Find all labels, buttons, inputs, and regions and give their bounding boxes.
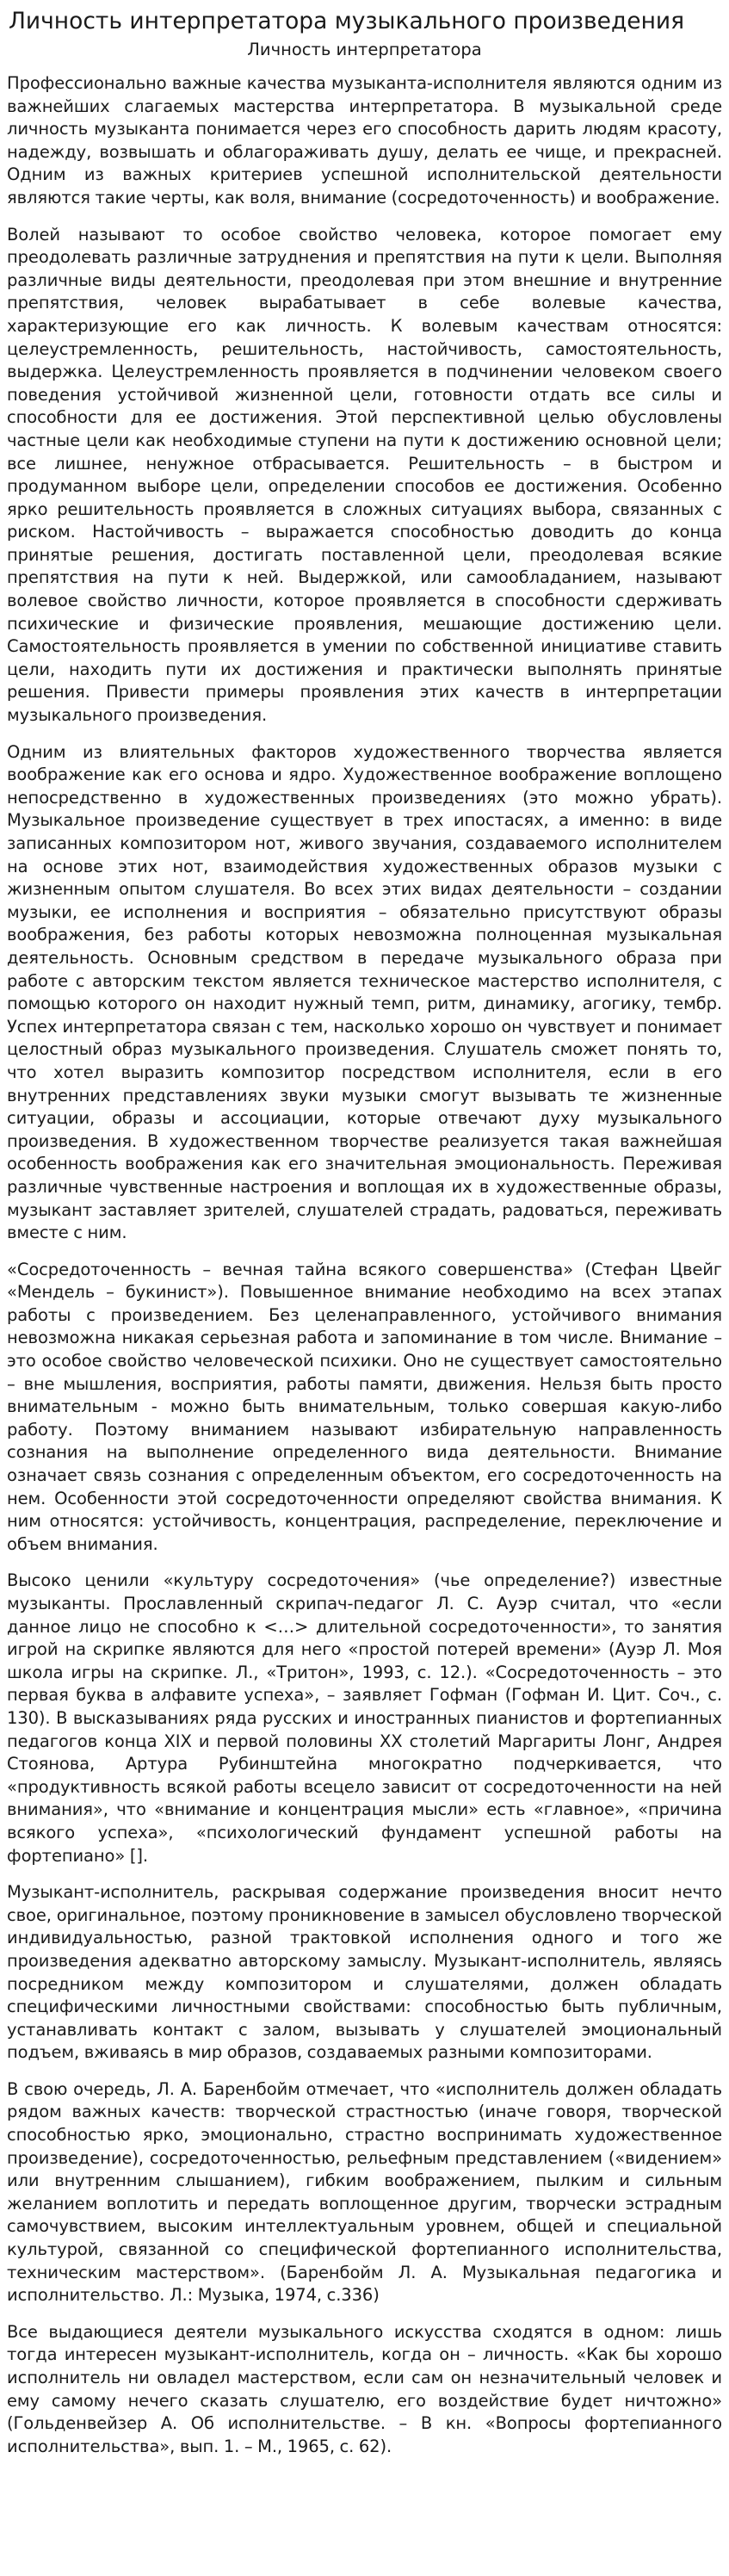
paragraph-personality: Все выдающиеся деятели музыкального искусства сходятся в одном: лишь тогда интересен музыкант-исполнитель, когда он – личность. «Как бы хорошо исполнитель ни овладел мастерством, если сам он незначительный человек и ему самому нечего сказать слушателю, его воздействие будет ничтожно» (Гольденвейзер А. Об исполнительстве. – В кн. «Вопросы фортепианного исполнительства», вып. 1. – М., 1965, с. 62).	[7, 2321, 722, 2456]
paragraph-intro: Профессионально важные качества музыканта-исполнителя являются одним из важнейших слагаемых мастерства интерпретатора. В музыкальной среде личность музыканта понимается через его способность дарить людям красоту, надежду, возвышать и облагораживать душу, делать ее чище, и прекрасней. Одним из важных критериев успешной исполнительской деятельности являются такие черты, как воля, внимание (сосредоточенность) и воображение.	[7, 73, 722, 207]
paragraph-imagination: Одним из влиятельных факторов художественного творчества является воображение как его основа и ядро. Художественное воображение воплощено непосредственно в художественных произведениях (это можно убрать). Музыкальное произведение существует в трех ипостасях, а именно: в виде записанных композитором нот, живого звучания, создаваемого исполнителем на основе этих нот, взаимодействия художественных образов музыки с жизненным опытом слушателя. Во всех этих видах деятельности – создании музыки, ее исполнения и восприятия – обязательно присутствуют образы воображения, без работы которых невозможна полноценная музыкальная деятельность. Основным средством в передаче музыкального образа при работе с авторским текстом является техническое мастерство исполнителя, с помощью которого он находит нужный темп, ритм, динамику, агогику, тембр. Успех интерпретатора связан с тем, насколько хорошо он чувствует и понимает целостный образ музыкального произведения. Слушатель сможет понять то, что хотел выразить композитор посредством исполнителя, если в его внутренних представлениях звуки музыки смогут вызывать те жизненные ситуации, образы и ассоциации, которые отвечают духу музыкального произведения. В художественном творчестве реализуется такая важнейшая особенность воображения как его значительная эмоциональность. Переживая различные чувственные настроения и воплощая их в художественные образы, музыкант заставляет зрителей, слушателей страдать, радоваться, переживать вместе с ним.	[7, 741, 722, 1243]
paragraph-will: Волей называют то особое свойство человека, которое помогает ему преодолевать различные затруднения и препятствия на пути к цели. Выполняя различные виды деятельности, преодолевая при этом внешние и внутренние препятствия, человек вырабатывает в себе волевые качества, характеризующие его как личность. К волевым качествам относятся: целеустремленность, решительность, настойчивость, самостоятельность, выдержка. Целеустремленность проявляется в подчинении человеком своего поведения устойчивой жизненной цели, готовности отдать все силы и способности для ее достижения. Этой перспективной целью обусловлены частные цели как необходимые ступени на пути к достижению основной цели; все лишнее, ненужное отбрасывается. Решительность – в быстром и продуманном выборе цели, определении способов ее достижения. Особенно ярко решительность проявляется в сложных ситуациях выбора, связанных с риском. Настойчивость – выражается способностью доводить до конца принятые решения, достигать поставленной цели, преодолевая всякие препятствия на пути к ней. Выдержкой, или самообладанием, называют волевое свойство личности, которое проявляется в способности сдерживать психические и физические проявления, мешающие достижению цели. Самостоятельность проявляется в умении по собственной инициативе ставить цели, находить пути их достижения и практически выполнять принятые решения. Привести примеры проявления этих качеств в интерпретации музыкального произведения.	[7, 224, 722, 726]
paragraph-concentration-culture: Высоко ценили «культуру сосредоточения» (чье определение?) известные музыканты. Прославленный скрипач-педагог Л. С. Ауэр считал, что «если данное лицо не способно к <…> длительной сосредоточенности», то занятия игрой на скрипке являются для него «простой потерей времени» (Ауэр Л. Моя школа игры на скрипке. Л., «Тритон», 1993, с. 12.). «Сосредоточенность – это первая буква в алфавите успеха», – заявляет Гофман (Гофман И. Цит. Соч., с. 130). В высказываниях ряда русских и иностранных пианистов и фортепианных педагогов конца XIX и первой половины XX столетий Маргариты Лонг, Андрея Стоянова, Артура Рубинштейна многократно подчеркивается, что «продуктивность всякой работы всецело зависит от сосредоточенности на ней внимания», что «внимание и концентрация мысли» есть «главное», «причина всякого успеха», «психологический фундамент успешной работы на фортепиано» [].	[7, 1570, 722, 1866]
paragraph-attention: «Сосредоточенность – вечная тайна всякого совершенства» (Стефан Цвейг «Мендель – букинист»). Повышенное внимание необходимо на всех этапах работы с произведением. Без целенаправленного, устойчивого внимания невозможна никакая серьезная работа и запоминание в том числе. Внимание – это особое свойство человеческой психики. Оно не существует самостоятельно – вне мышления, восприятия, работы памяти, движения. Нельзя быть просто внимательным - можно быть внимательным, только совершая какую-либо работу. Поэтому вниманием называют избирательную направленность сознания на выполнение определенного вида деятельности. Внимание означает связь сознания с определенным объектом, его сосредоточенность на нем. Особенности этой сосредоточенности определяют свойства внимания. К ним относятся: устойчивость, концентрация, распределение, переключение и объем внимания.	[7, 1259, 722, 1554]
page-title: Личность интерпретатора музыкального произведения	[9, 8, 685, 34]
paragraph-barenboim-quote: В свою очередь, Л. А. Баренбойм отмечает, что «исполнитель должен обладать рядом важных качеств: творческой страстностью (иначе говоря, творческой способностью ярко, эмоционально, страстно воспринимать художественное произведение), сосредоточенностью, рельефным представлением («видением» или внутренним слышанием), гибким воображением, пылким и сильным желанием воплотить и передать воплощенное другим, творчески эстрадным самочувствием, высоким интеллектуальным уровнем, общей и специальной культурой, связанной со специфической фортепианного исполнительства, техническим мастерством». (Баренбойм Л. А. Музыкальная педагогика и исполнительство. Л.: Музыка, 1974, с.336)	[7, 2078, 722, 2306]
paragraph-performer-mediator: Музыкант-исполнитель, раскрывая содержание произведения вносит нечто свое, оригинальное, поэтому проникновение в замысел обусловлено творческой индивидуальностью, разной трактовкой исполнения одного и того же произведения адекватно авторскому замыслу. Музыкант-исполнитель, являясь посредником между композитором и слушателями, должен обладать специфическими личностными свойствами: способностью быть публичным, устанавливать контакт с залом, вызывать у слушателей эмоциональный подъем, вживаясь в мир образов, создаваемых разными композиторами.	[7, 1882, 722, 2063]
page-subtitle: Личность интерпретатора	[247, 40, 482, 59]
